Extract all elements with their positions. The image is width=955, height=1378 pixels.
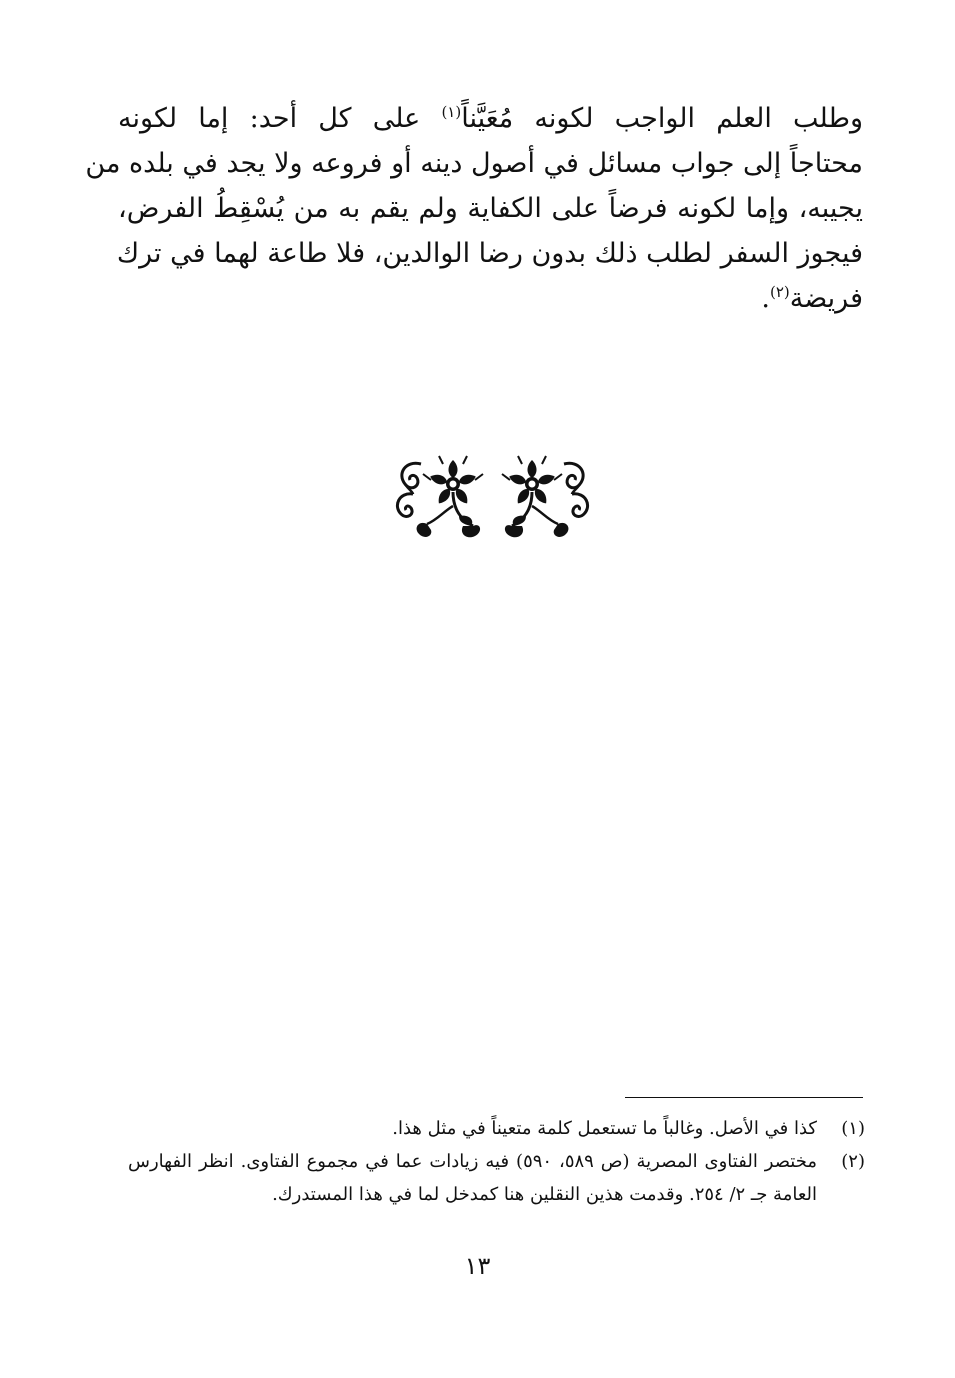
page-number: ١٣ bbox=[464, 1252, 491, 1280]
footnote-ref-2: (٢) bbox=[770, 283, 790, 301]
main-paragraph bbox=[85, 96, 864, 321]
main-line-5 bbox=[118, 276, 863, 321]
floral-ornament-icon bbox=[390, 452, 595, 542]
main-line-5-punct: . bbox=[761, 283, 770, 314]
footnote-number: (٢) bbox=[841, 1151, 865, 1172]
footnote-item bbox=[128, 1145, 865, 1211]
footnote-text: مختصر الفتاوى المصرية (ص ٥٨٩، ٥٩٠) فيه زيادات عما في مجموع الفتاوى. انظر الفهارس العامة جـ ٢/ ٢٥٤. وقدمت هذين النقلين هنا كمدخل لما في هذا المستدرك. bbox=[128, 1151, 817, 1205]
footnote-divider bbox=[625, 1097, 863, 1098]
footnote-item bbox=[128, 1112, 865, 1145]
main-line-1 bbox=[118, 96, 863, 141]
main-line-5-text: فريضة bbox=[789, 283, 863, 314]
main-line-1-end: على كل أحد: إما لكونه bbox=[118, 103, 442, 134]
main-line-4: فيجوز السفر لطلب ذلك بدون رضا الوالدين، فلا طاعة لهما في ترك bbox=[116, 238, 863, 269]
main-line-1-start: وطلب العلم الواجب لكونه مُعَيَّناً bbox=[461, 103, 864, 134]
footnotes-section bbox=[128, 1112, 865, 1211]
main-line-3: يجيبه، وإما لكونه فرضاً على الكفاية ولم يقم به من يُسْقِطُ الفرض، bbox=[118, 193, 863, 224]
main-line-2: محتاجاً إلى جواب مسائل في أصول دينه أو فروعه ولا يجد في بلده من bbox=[85, 148, 863, 179]
footnote-number: (١) bbox=[841, 1118, 865, 1139]
footnote-text: كذا في الأصل. وغالباً ما تستعمل كلمة متعيناً في مثل هذا. bbox=[392, 1118, 817, 1139]
footnote-ref-1: (١) bbox=[441, 103, 462, 121]
